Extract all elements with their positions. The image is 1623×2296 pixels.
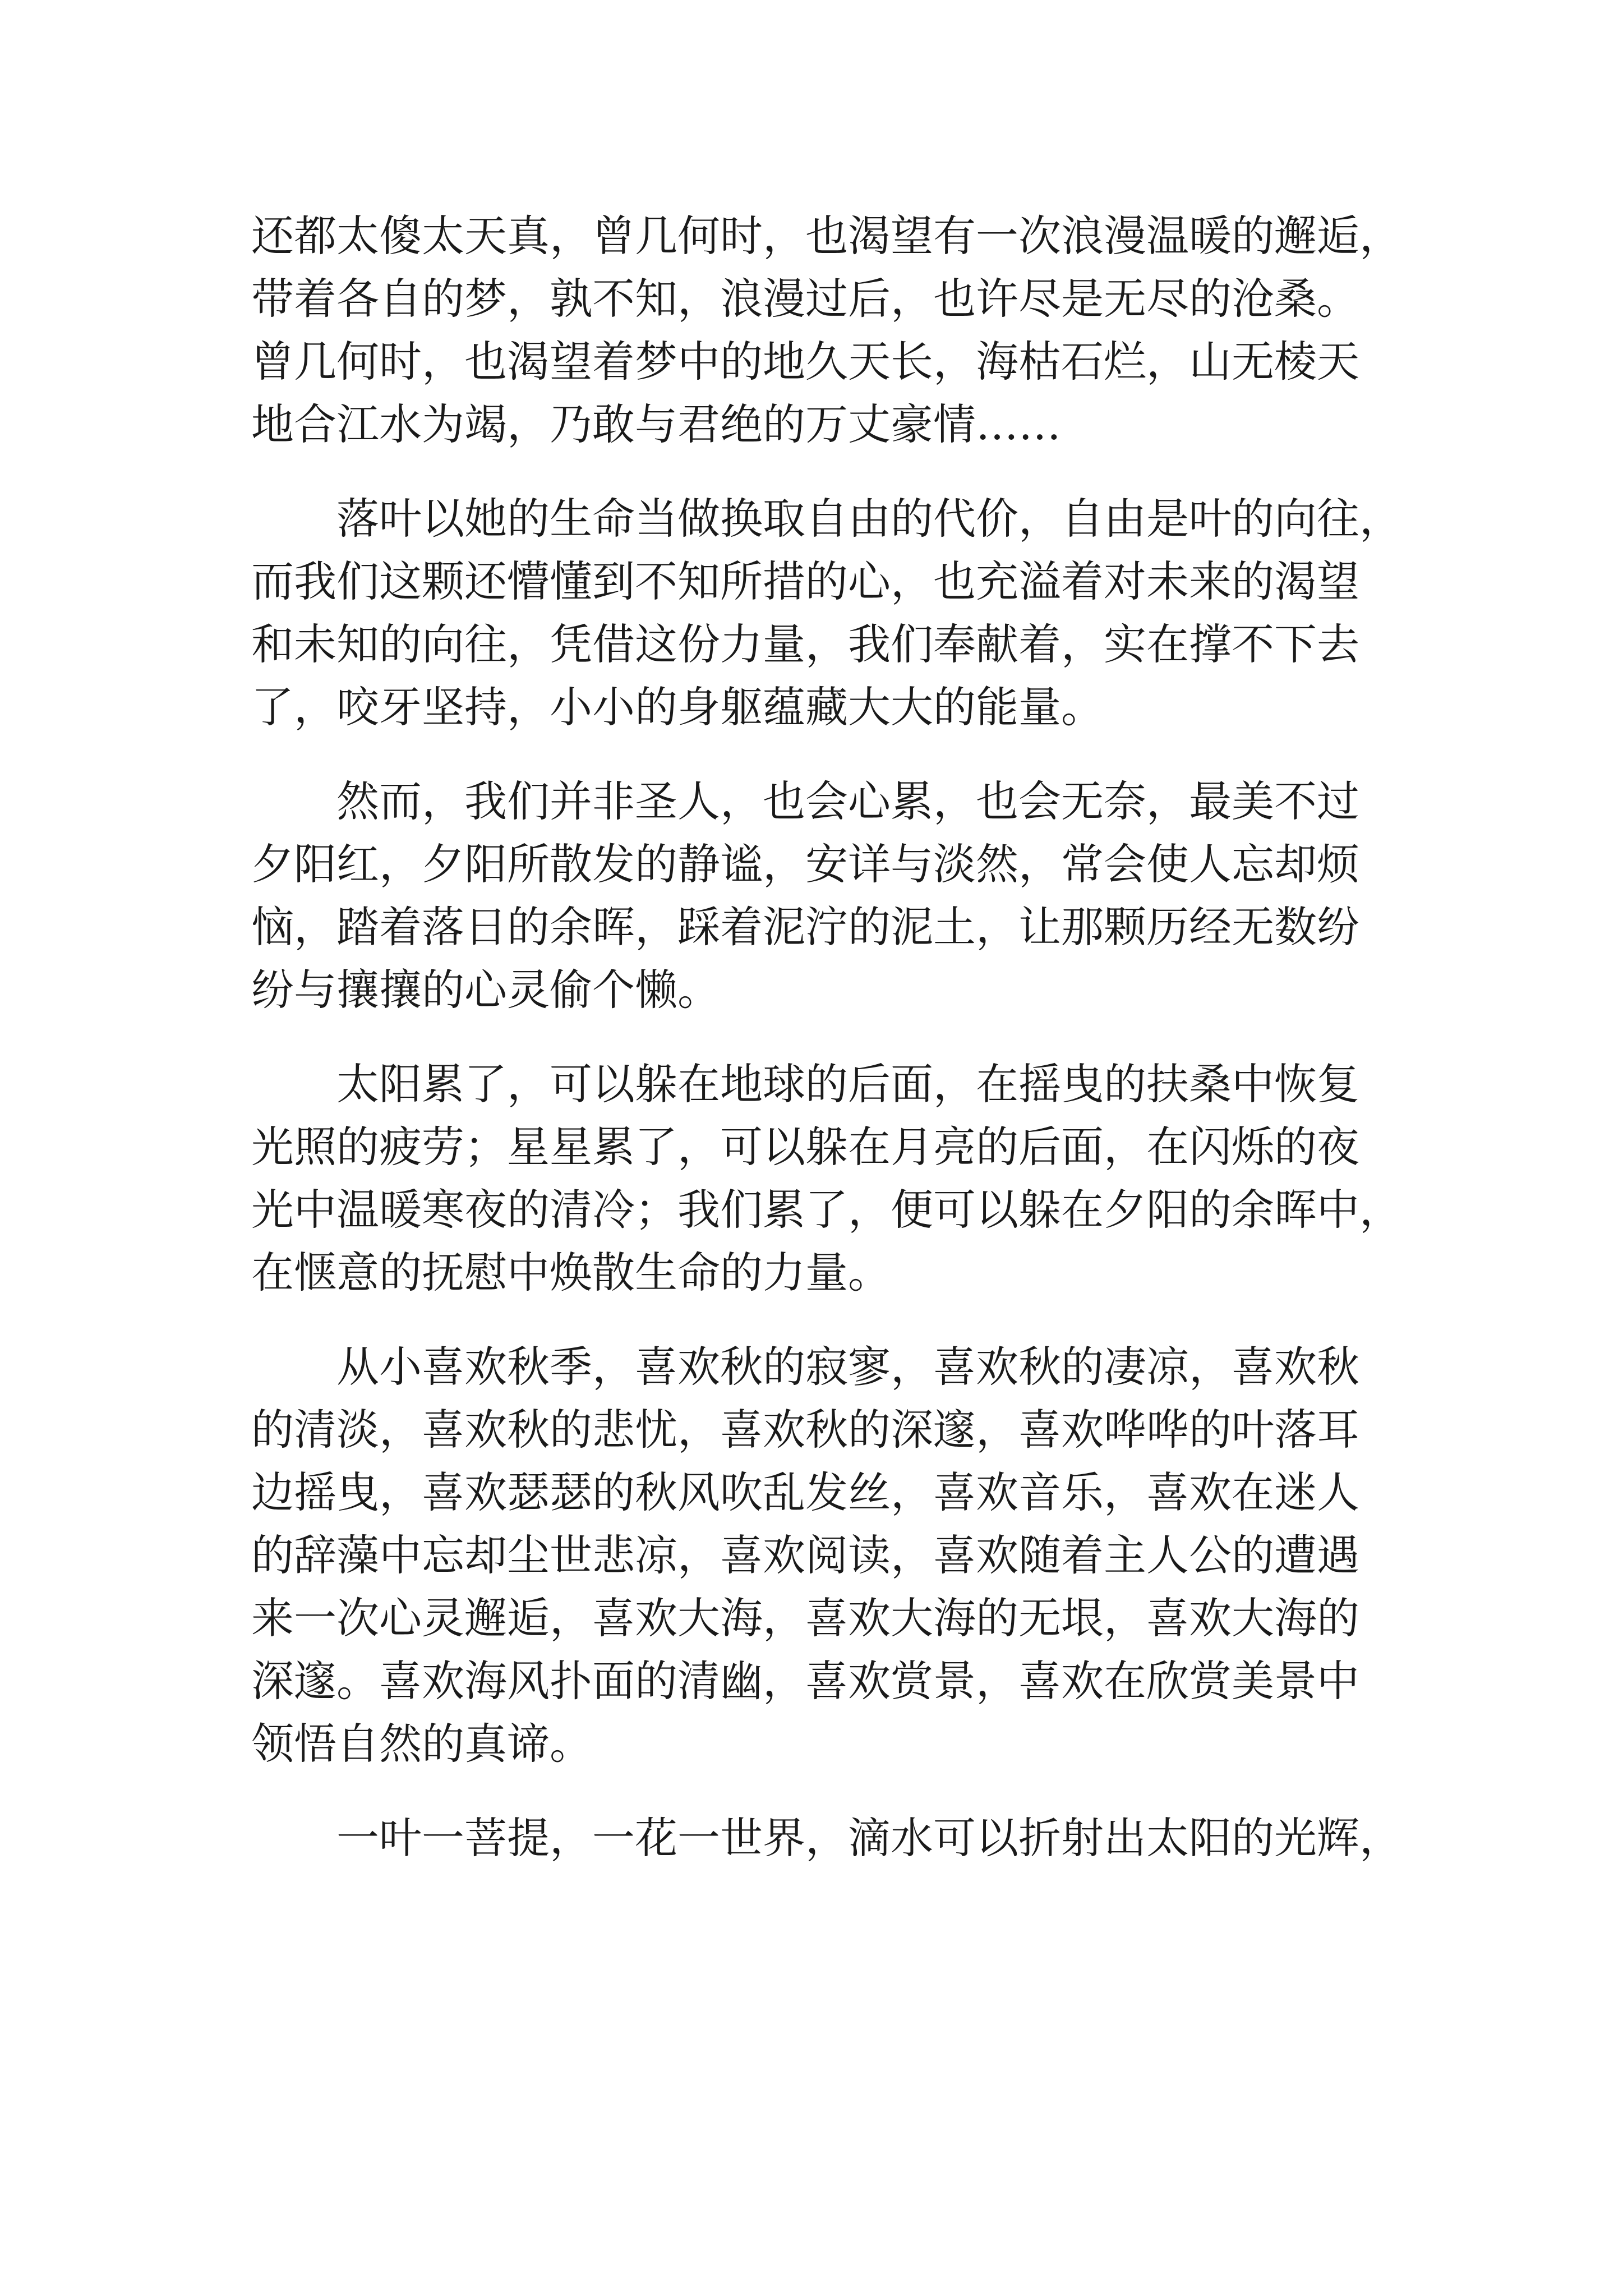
text-line: 和未知的向往，凭借这份力量，我们奉献着，实在撑不下去	[251, 619, 1359, 669]
text-line: 恼，踏着落日的余晖，踩着泥泞的泥土，让那颗历经无数纷	[251, 902, 1359, 952]
text-line: 光照的疲劳；星星累了，可以躲在月亮的后面，在闪烁的夜	[251, 1122, 1359, 1172]
text-line: 了，咬牙坚持，小小的身躯蕴藏大大的能量。	[251, 682, 1104, 732]
paragraph-first-line: 一叶一菩提，一花一世界，滴水可以折射出太阳的光辉，	[336, 1813, 1402, 1863]
paragraph-first-line: 从小喜欢秋季，喜欢秋的寂寥，喜欢秋的凄凉，喜欢秋	[336, 1342, 1359, 1392]
paragraph-first-line: 落叶以她的生命当做换取自由的代价，自由是叶的向往，	[336, 494, 1402, 544]
text-line: 的辞藻中忘却尘世悲凉，喜欢阅读，喜欢随着主人公的遭遇	[251, 1530, 1359, 1580]
text-line: 领悟自然的真谛。	[251, 1719, 592, 1769]
text-line: 边摇曳，喜欢瑟瑟的秋风吹乱发丝，喜欢音乐，喜欢在迷人	[251, 1467, 1359, 1517]
text-line: 夕阳红，夕阳所散发的静谧，安详与淡然，常会使人忘却烦	[251, 839, 1359, 889]
text-line: 地合江水为竭，乃敢与君绝的万丈豪情……	[251, 399, 1061, 449]
text-line: 光中温暖寒夜的清冷；我们累了，便可以躲在夕阳的余晖中，	[251, 1185, 1402, 1235]
paragraph-first-line: 太阳累了，可以躲在地球的后面，在摇曳的扶桑中恢复	[336, 1059, 1359, 1109]
text-line: 的清淡，喜欢秋的悲忧，喜欢秋的深邃，喜欢哗哗的叶落耳	[251, 1405, 1359, 1455]
text-line: 纷与攘攘的心灵偷个懒。	[251, 965, 720, 1015]
text-line: 来一次心灵邂逅，喜欢大海，喜欢大海的无垠，喜欢大海的	[251, 1593, 1359, 1643]
text-line: 在惬意的抚慰中焕散生命的力量。	[251, 1248, 891, 1297]
text-line: 带着各自的梦，孰不知，浪漫过后，也许尽是无尽的沧桑。	[251, 274, 1359, 324]
text-line: 深邃。喜欢海风扑面的清幽，喜欢赏景，喜欢在欣赏美景中	[251, 1656, 1359, 1706]
paragraph-first-line: 然而，我们并非圣人，也会心累，也会无奈，最美不过	[336, 776, 1359, 826]
body-text	[251, 205, 1407, 1870]
text-line: 而我们这颗还懵懂到不知所措的心，也充溢着对未来的渴望	[251, 556, 1359, 606]
text-line: 还都太傻太天真，曾几何时，也渴望有一次浪漫温暖的邂逅，	[251, 211, 1402, 261]
text-line: 曾几何时，也渴望着梦中的地久天长，海枯石烂，山无棱天	[251, 337, 1359, 386]
